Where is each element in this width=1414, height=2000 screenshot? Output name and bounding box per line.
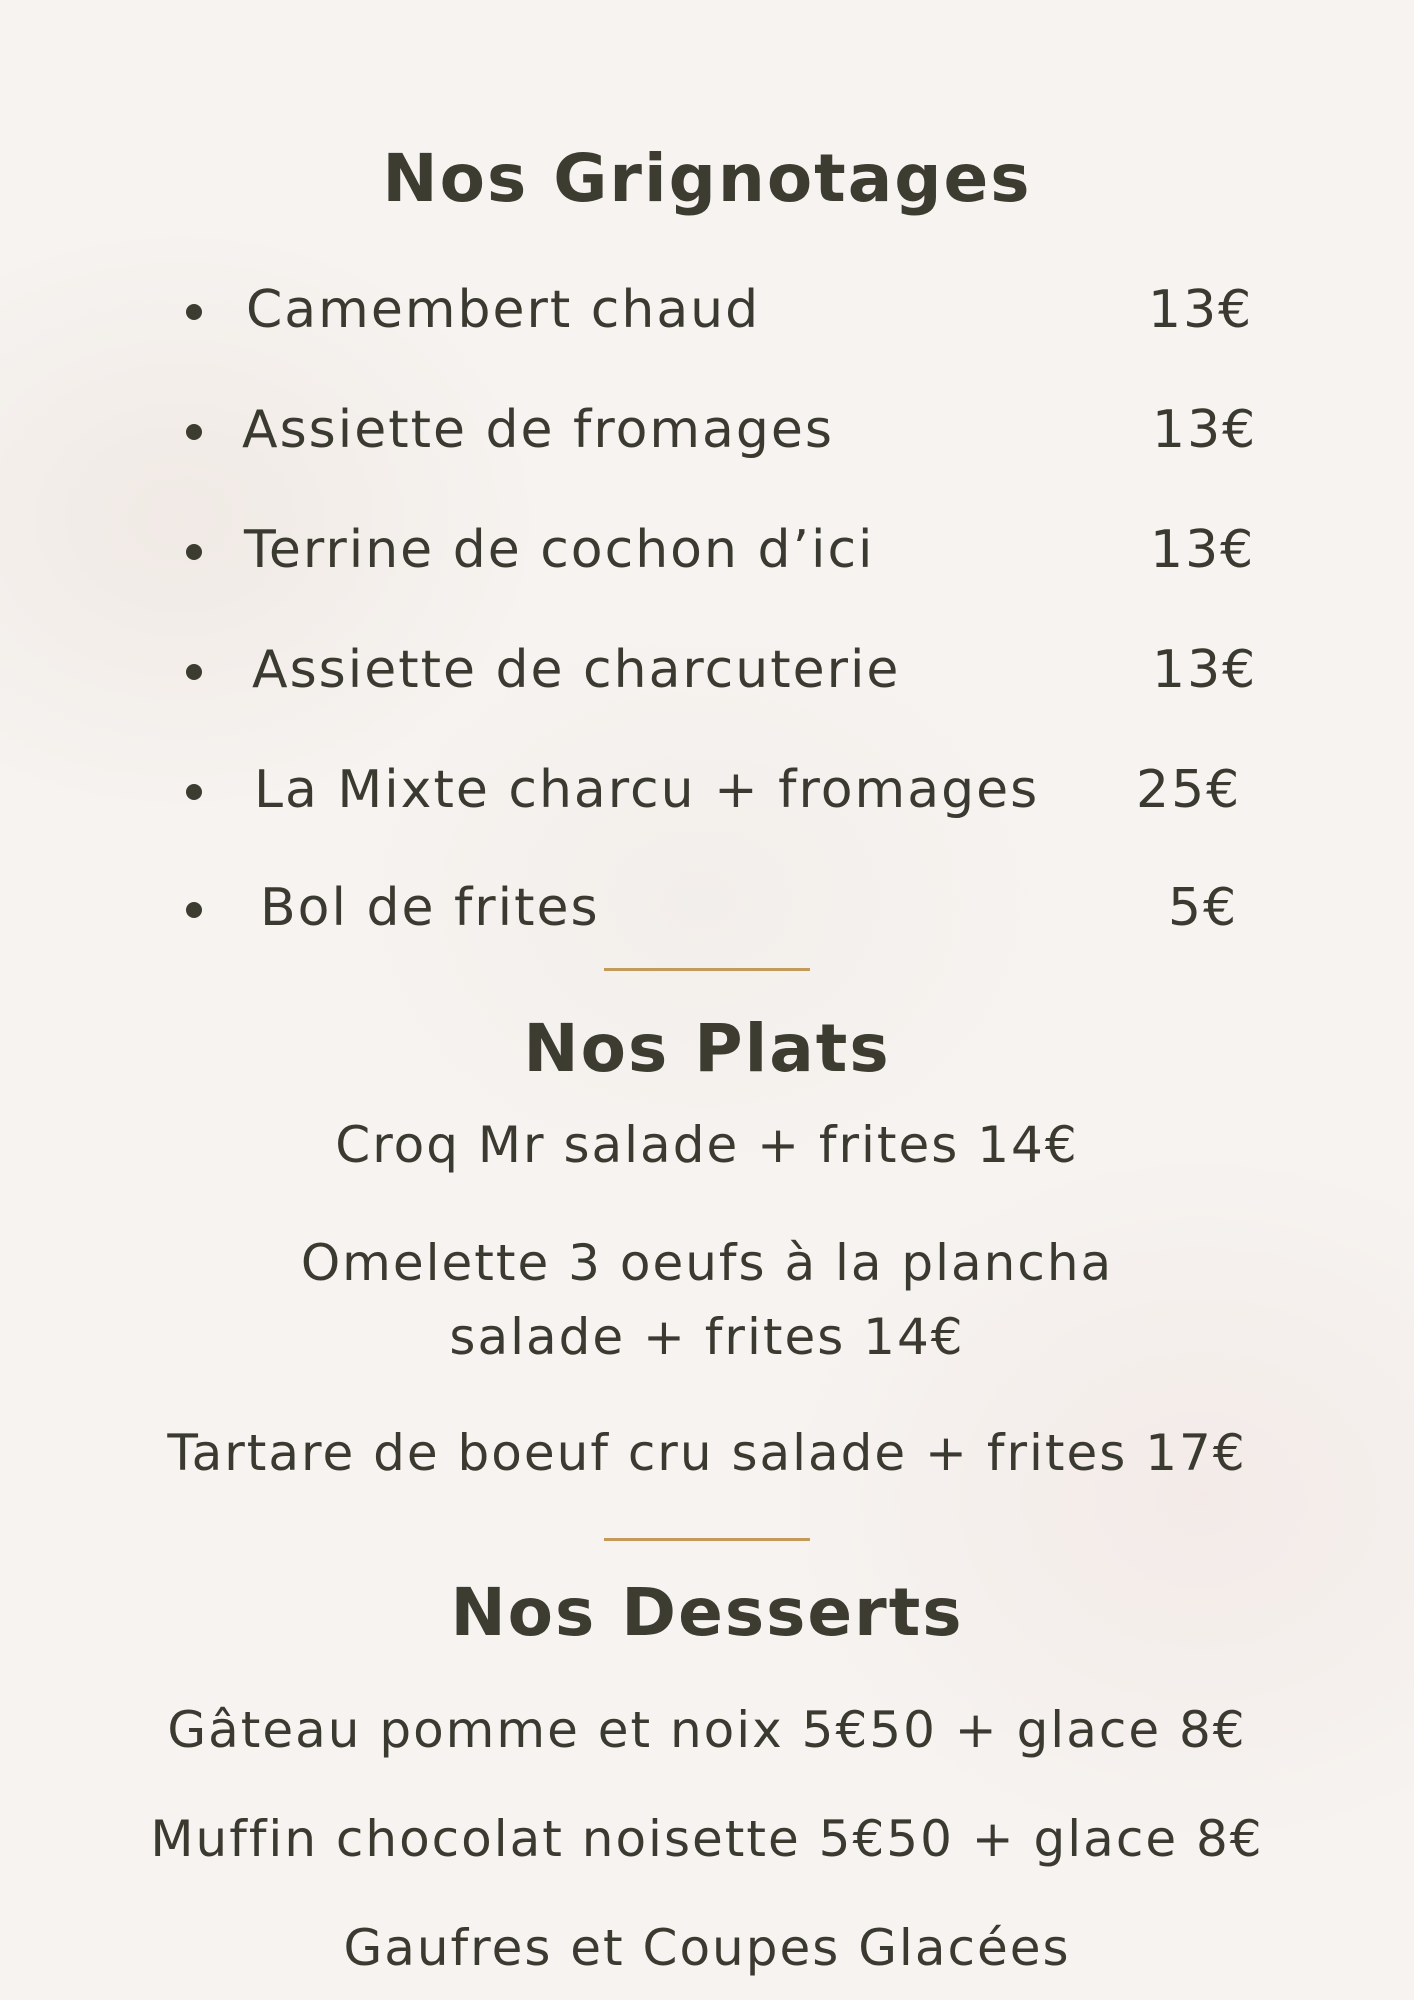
bullet-icon — [186, 424, 202, 440]
list-item — [0, 635, 1414, 705]
item-price: 13€ — [1150, 520, 1256, 580]
item-label: Terrine de cochon d’ici — [244, 520, 875, 580]
item-price: 25€ — [1136, 760, 1242, 820]
section-title-plats: Nos Plats — [523, 1010, 891, 1087]
dish-line: Tartare de boeuf cru salade + frites 17€ — [167, 1424, 1247, 1482]
list-item — [0, 755, 1414, 825]
item-price: 5€ — [1168, 878, 1239, 938]
dish-line: salade + frites 14€ — [449, 1308, 965, 1366]
dessert-line: Gâteau pomme et noix 5€50 + glace 8€ — [167, 1701, 1247, 1759]
bullet-icon — [186, 664, 202, 680]
list-item — [0, 395, 1414, 465]
section-divider — [604, 1538, 810, 1541]
section-title-grignotages: Nos Grignotages — [382, 140, 1032, 217]
dessert-line: Gaufres et Coupes Glacées — [343, 1919, 1071, 1977]
item-price: 13€ — [1152, 400, 1258, 460]
item-label: Assiette de charcuterie — [252, 640, 901, 700]
bullet-icon — [186, 784, 202, 800]
item-label: Assiette de fromages — [242, 400, 834, 460]
item-label: La Mixte charcu + fromages — [254, 760, 1040, 820]
item-label: Camembert chaud — [246, 280, 761, 340]
section-title-desserts: Nos Desserts — [450, 1574, 964, 1651]
dessert-line: Muffin chocolat noisette 5€50 + glace 8€ — [150, 1810, 1264, 1868]
section-divider — [604, 968, 810, 971]
item-label: Bol de frites — [260, 878, 600, 938]
dish-line: Omelette 3 oeufs à la plancha — [300, 1234, 1114, 1292]
item-price: 13€ — [1148, 280, 1254, 340]
dish-line: Croq Mr salade + frites 14€ — [335, 1116, 1079, 1174]
bullet-icon — [186, 544, 202, 560]
list-item — [0, 873, 1414, 943]
bullet-icon — [186, 304, 202, 320]
bullet-icon — [186, 902, 202, 918]
item-price: 13€ — [1152, 640, 1258, 700]
list-item — [0, 275, 1414, 345]
list-item — [0, 515, 1414, 585]
